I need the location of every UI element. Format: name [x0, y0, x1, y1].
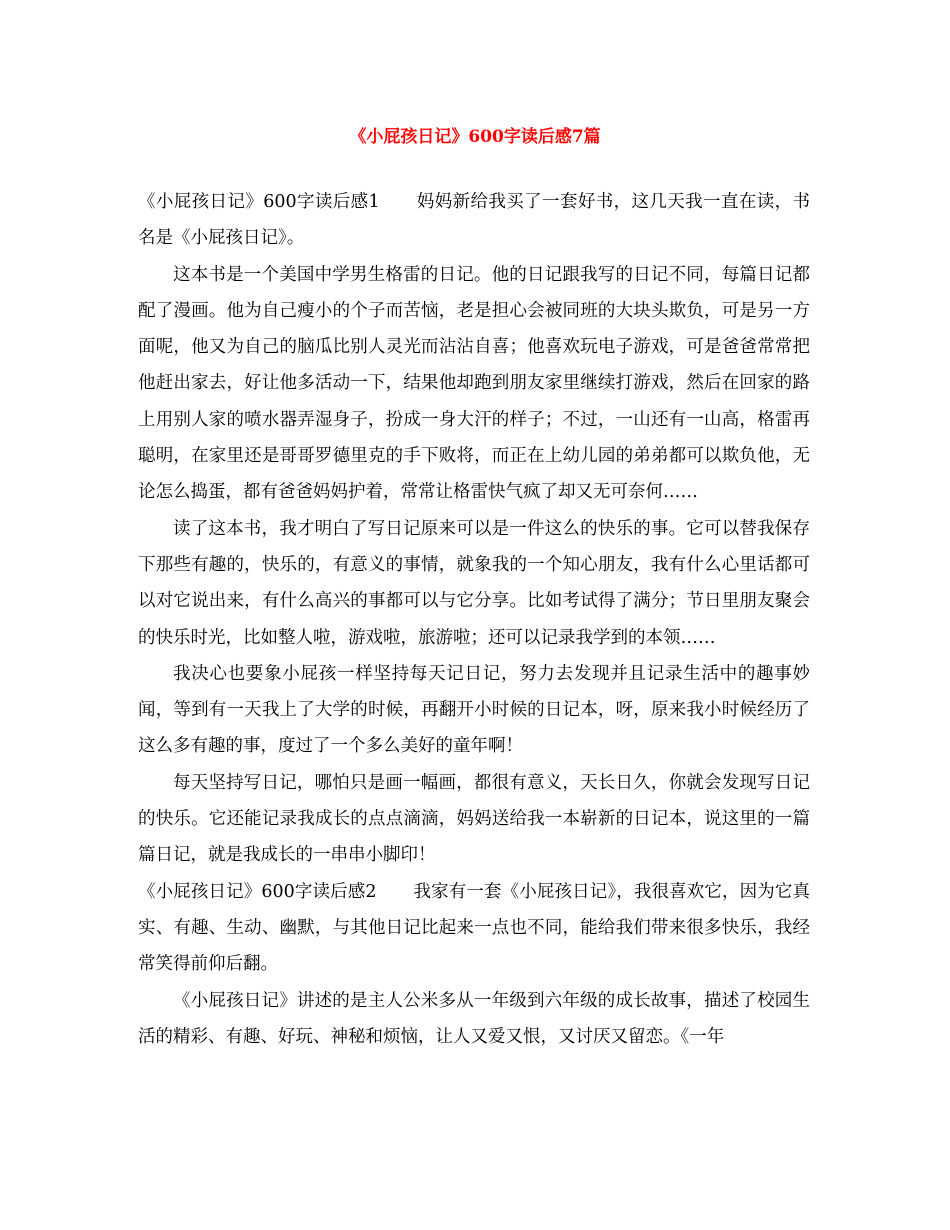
- paragraph: 《小屁孩日记》讲述的是主人公米多从一年级到六年级的成长故事，描述了校园生活的精彩、有趣、好玩、神秘和烦恼，让人又爱又恨，又讨厌又留恋。《一年: [138, 990, 810, 1047]
- section-1-opening: [138, 184, 810, 257]
- paragraph: 我决心也要象小屁孩一样坚持每天记日记，努力去发现并且记录生活中的趣事妙闻，等到有一天我上了大学的时候，再翻开小时候的日记本，呀，原来我小时候经历了这么多有趣的事，度过了一个多么美好的童年啊！: [138, 663, 810, 757]
- document-title: 《小屁孩日记》600字读后感7篇: [349, 127, 601, 147]
- section-2-heading: 《小屁孩日记》600字读后感2: [138, 881, 377, 902]
- section-2-opening: [138, 874, 810, 983]
- section-1-first-paragraph: 妈妈新给我买了一套好书，这几天我一直在读，书名是《小屁孩日记》。: [138, 192, 810, 249]
- paragraph: 这本书是一个美国中学男生格雷的日记。他的日记跟我写的日记不同，每篇日记都配了漫画。他为自己瘦小的个子而苦恼，老是担心会被同班的大块头欺负，可是另一方面呢，他又为自己的脑瓜比别人灵光而沾沾自喜；他喜欢玩电子游戏，可是爸爸常常把他赶出家去，好让他多活动一下，结果他却跑到朋友家里继续打游戏，然后在回家的路上用别人家的喷水器弄湿身子，扮成一身大汗的样子；不过，一山还有一山高，格雷再聪明，在家里还是哥哥罗德里克的手下败将，而正在上幼儿园的弟弟都可以欺负他，无论怎么捣蛋，都有爸爸妈妈护着，常常让格雷快气疯了却又无可奈何……: [138, 264, 810, 503]
- document-body: [138, 184, 810, 1055]
- section-1-heading: 《小屁孩日记》600字读后感1: [138, 192, 380, 212]
- paragraph: 每天坚持写日记，哪怕只是画一幅画，都很有意义，天长日久，你就会发现写日记的快乐。它还能记录我成长的点点滴滴，妈妈送给我一本崭新的日记本，说这里的一篇篇日记，就是我成长的一串串小脚印！: [138, 772, 810, 866]
- paragraph: 读了这本书，我才明白了写日记原来可以是一件这么的快乐的事。它可以替我保存下那些有趣的，快乐的，有意义的事情，就象我的一个知心朋友，我有什么心里话都可以对它说出来，有什么高兴的事都可以与它分享。比如考试得了满分；节日里朋友聚会的快乐时光，比如整人啦，游戏啦，旅游啦；还可以记录我学到的本领……: [138, 518, 810, 648]
- section-2-first-paragraph: 我家有一套《小屁孩日记》，我很喜欢它，因为它真实、有趣、生动、幽默，与其他日记比起来一点也不同，能给我们带来很多快乐，我经常笑得前仰后翻。: [138, 881, 810, 975]
